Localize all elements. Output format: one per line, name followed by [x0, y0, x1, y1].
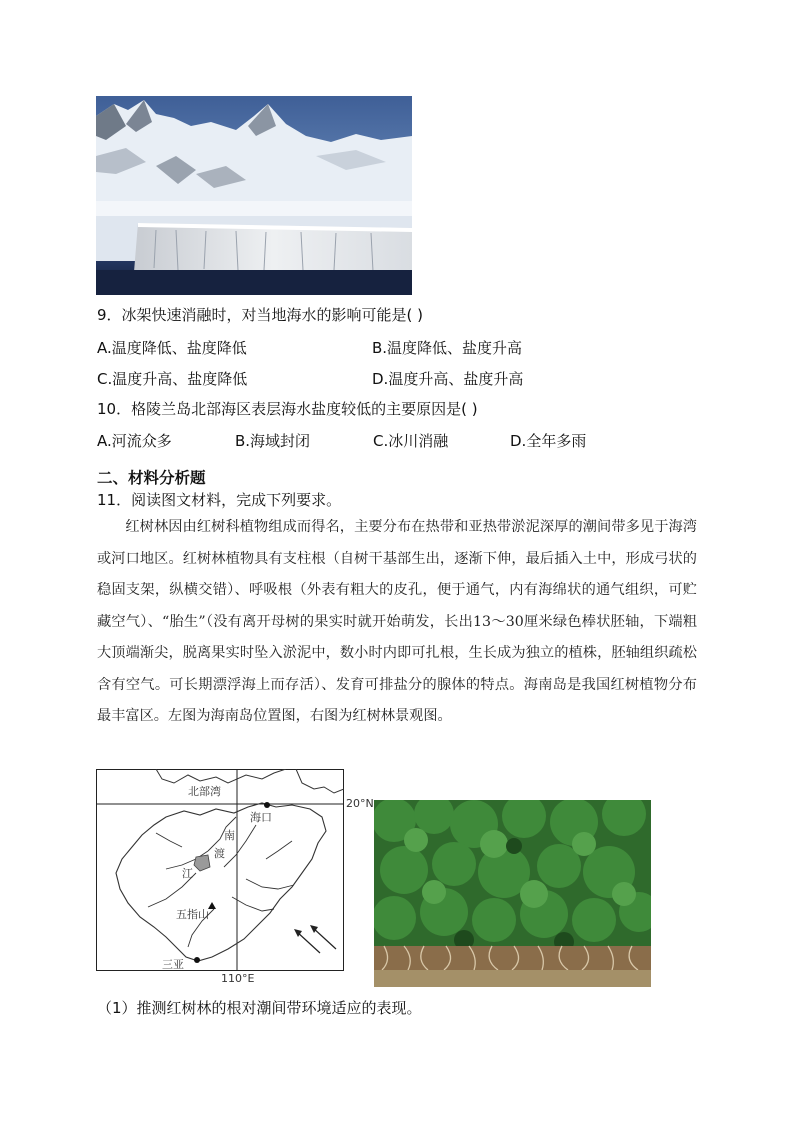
sub-question-1: （1）推测红树林的根对潮间带环境适应的表现。	[97, 999, 422, 1017]
q10-option-c: C.冰川消融	[373, 432, 449, 450]
q10-option-b: B.海域封闭	[235, 432, 311, 450]
question-9-stem: 9．冰架快速消融时，对当地海水的影响可能是( )	[97, 306, 424, 324]
map-label-sanya: 三亚	[162, 958, 184, 971]
material-paragraph	[97, 512, 697, 733]
mangrove-photo	[374, 800, 651, 987]
map-label-longitude: 110°E	[221, 972, 255, 985]
ice-shelf-photo	[96, 96, 412, 295]
q9-option-a: A.温度降低、盐度降低	[97, 339, 247, 357]
question-10-stem: 10．格陵兰岛北部海区表层海水盐度较低的主要原因是( )	[97, 400, 478, 418]
map-label-du: 渡	[214, 847, 225, 860]
hainan-location-map	[96, 769, 344, 971]
question-11-intro: 11．阅读图文材料，完成下列要求。	[97, 491, 342, 509]
section-title: 二、材料分析题	[97, 469, 206, 487]
q9-option-c: C.温度升高、盐度降低	[97, 370, 248, 388]
map-label-gulf: 北部湾	[188, 785, 221, 798]
map-label-haikou: 海口	[250, 811, 272, 824]
q9-option-d: D.温度升高、盐度升高	[372, 370, 524, 388]
map-label-nan: 南	[224, 829, 235, 842]
material-text: 红树林因由红树科植物组成而得名，主要分布在热带和亚热带淤泥深厚的潮间带多见于海湾或河口地区。红树林植物具有支柱根（自树干基部生出，逐渐下伸，最后插入土中，形成弓状的稳固支架，纵横交错）、呼吸根（外表有粗大的皮孔，便于通气，内有海绵状的通气组织，可贮藏空气）、“胎生”（没有离开母树的果实时就开始萌发，长出13～30厘米绿色棒状胚轴，下端粗大顶端渐尖，脱离果实时坠入淤泥中，数小时内即可扎根，生长成为独立的植株，胚轴组织疏松含有空气。可长期漂浮海上而存活）、发育可排盐分的腺体的特点。海南岛是我国红树植物分布最丰富区。左图为海南岛位置图，右图为红树林景观图。	[97, 519, 697, 724]
q10-option-a: A.河流众多	[97, 432, 172, 450]
q10-option-d: D.全年多雨	[510, 432, 587, 450]
map-label-latitude: 20°N	[346, 797, 374, 810]
map-label-jiang: 江	[182, 867, 193, 880]
map-label-wuzhishan: 五指山	[176, 908, 209, 921]
q9-option-b: B.温度降低、盐度升高	[372, 339, 523, 357]
